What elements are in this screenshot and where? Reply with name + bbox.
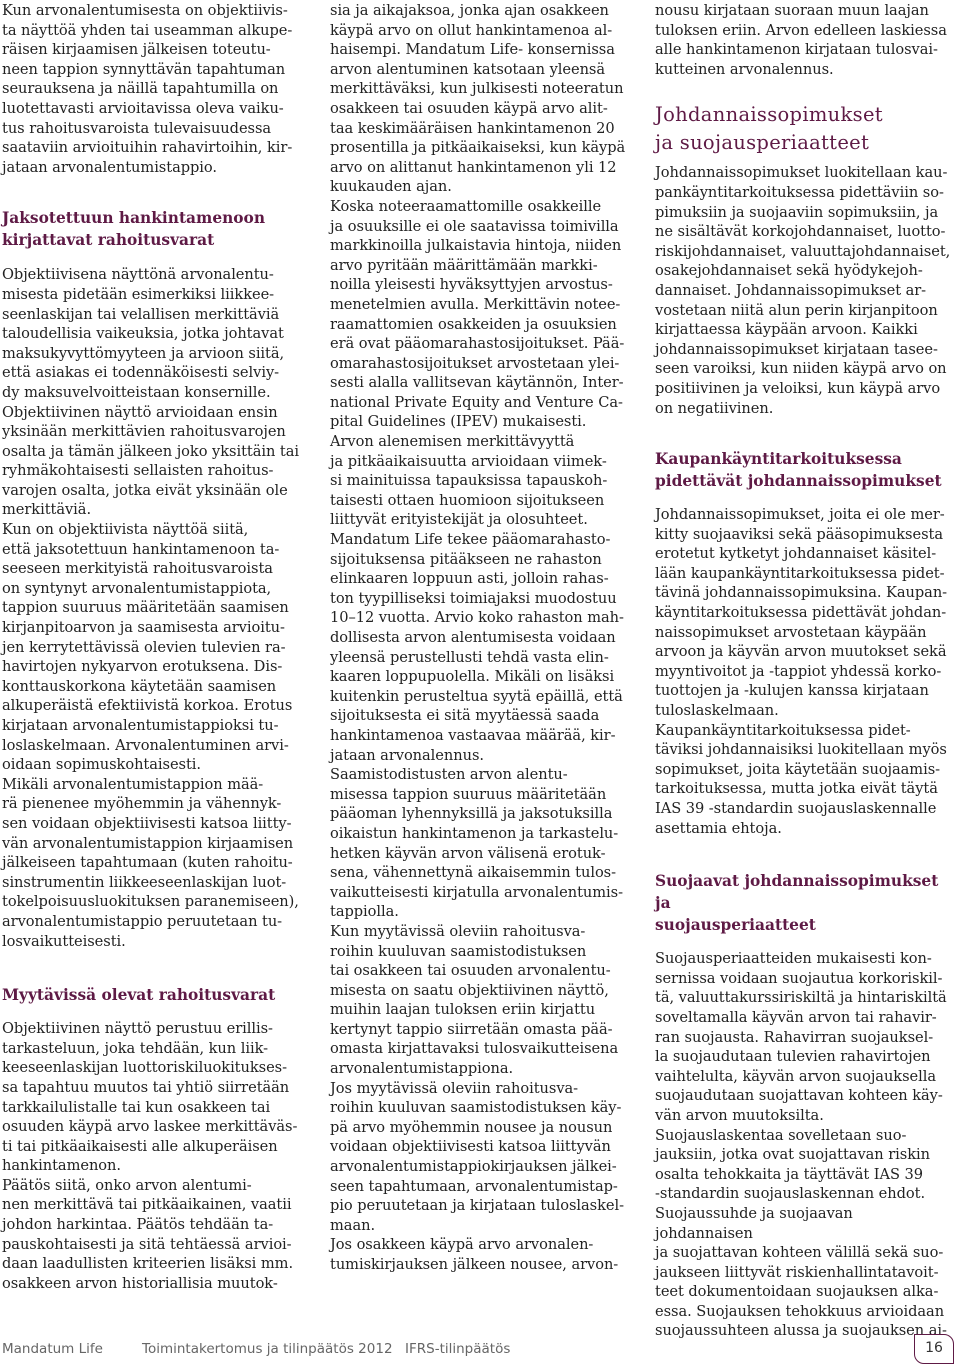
page-number: 16 (914, 1334, 954, 1364)
section-heading-large: Johdannaissopimukset ja suojausperiaatteet (655, 103, 883, 155)
section-heading: Kaupankäyntitarkoituksessa pidettävät johdannaissopimukset (655, 450, 942, 491)
paragraph: Kaupankäyntitarkoituksessa pidet- täviksi johdannaisiksi luokitellaan myös sopimukset, joita käytetään suojaamis- tarkoituksessa, mutta jotka eivät täytä IAS 39 -standardin suojauslaskennalle asettamia ehtoja. (655, 721, 947, 837)
paragraph: Suojauslaskentaa sovelletaan suo- jauksiin, jotka ovat suojattavan riskin osalta tehokkaita ja täyttävät IAS 39 -standardin suojauslaskennan ehdot. Suojaussuhde ja suojaavan johdannaisen ja suojattavan kohteen välillä sekä suo- jaukseen liittyvät riskienhallintatavoit- teet dokumentoidaan suojauksen alka- essa. Suojauksen tehokkuus arvioidaan suojaussuhteen alussa ja suojauksen ai- (655, 1126, 947, 1340)
column-right (655, 0, 955, 1341)
section-heading: Jaksotettuun hankintamenoon kirjattavat rahoitusvarat (2, 209, 266, 250)
paragraph: Kun myytävissä oleviin rahoitusva- roihin kuuluvan saamistodistuksen tai osakkeen tai osuuden arvonalentu- misesta on saatu objektiivinen näyttö, muihin laajan tuloksen eriin kirjattu kertynyt tappio siirretään omasta pää- omasta kirjattavaksi tulosvaikutteisena arvonalentumistappiona. (330, 922, 619, 1078)
paragraph: Jos myytävissä oleviin rahoitusva- roihin kuuluvan saamistodistuksen käy- pä arvo myöhemmin nousee ja nousun voidaan objektiivisesti katsoa liittyvän arvonalentumistappiokirjauksen jälkei- seen tapahtumaan, arvonalentumistap- pio peruutetaan ja kirjataan tuloslaskel- maan. (330, 1079, 624, 1234)
column-left (2, 0, 302, 1293)
footer-company: Mandatum Life (2, 1341, 103, 1357)
column-middle (330, 0, 630, 1275)
paragraph: Päätös siitä, onko arvon alentumi- nen merkittävä tai pitkäaikainen, vaatii johdon harkintaa. Päätös tehdään ta- pauskohtaisesti ja sitä tehtäessä arvioi- daan laadullisten kriteerien lisäksi mm. osakkeen arvon historiallisia muutok- (2, 1176, 294, 1292)
paragraph: Suojausperiaatteiden mukaisesti kon- sernissa voidaan suojautua korkoriskil- tä, valuuttakurssiriskiltä ja hintariskiltä soveltamalla käyvän arvon tai rahavir- ran suojausta. Rahavirran suojauksel- la suojaudutaan tulevien rahavirtojen vaihtelulta, käyvän arvon suojauksella suojaudutaan suojattavan kohteen käy- vän arvon muutoksilta. (655, 950, 947, 1124)
paragraph: Mikäli arvonalentumistappion mää- rä pienenee myöhemmin ja vähennyk- sen voidaan objektiivisesti katsoa liitty- vän arvonalentumistappion kirjaamisen jälkeiseen tapahtumaan (kuten rahoitu- sinstrumentin liikkeeseenlaskijan luot- tokelpoisuusluokituksen paranemiseen), arvonalentumistappio peruutetaan tu- losvaikutteisesti. (2, 775, 299, 950)
paragraph: Saamistodistusten arvon alentu- misessa tappion suuruus määritetään pääoman lyhennyksillä ja jaksotuksilla oikaistun hankintamenon ja tarkastelu- hetken käyvän arvon välisenä erotuk- sena, vähennettynä aikaisemmin tulos- vaikutteisesti kirjatulla arvonalentumis- tappiolla. (330, 766, 623, 921)
paragraph: Jos osakkeen käypä arvo arvonalen- tumiskirjauksen jälkeen nousee, arvon- (330, 1236, 619, 1273)
section-heading: Suojaavat johdannaissopimukset ja suojausperiaatteet (655, 872, 939, 935)
paragraph: Johdannaissopimukset luokitellaan kau- pankäyntitarkoituksessa pidettäviin so- pimuksiin ja suojaaviin sopimuksiin, ja ne sisältävät korkojohdannaiset, luotto- riskijohdannaiset, valuuttajohdannaiset, osakejohdannaiset sekä hyödykejoh- dannaiset. Johdannaissopimukset ar- vostetaan niitä alun perin kirjanpitoon kirjattaessa käypään arvoon. Kaikki johdannaissopimukset kirjataan tasee- seen varoiksi, kun niiden käypä arvo on positiivinen ja veloiksi, kun käypä arvo on negatiivinen. (655, 164, 951, 417)
footer-report-title: Toimintakertomus ja tilinpäätös 2012 (142, 1341, 393, 1357)
paragraph: Kun on objektiivista näyttöä siitä, että jaksotettuun hankintamenoon ta- seeseen merkityistä rahoitusvaroista on syntynyt arvonalentumistappiota, tappion suuruus määritetään saamisen kirjanpitoarvon ja saamisesta arvioitu- jen kerrytettävissä olevien tulevien ra- havirtojen nykyarvon erotuksena. Dis- konttauskorkona käytetään saamisen alkuperäistä efektiivistä korkoa. Erotus kirjataan arvonalentumistappioksi tu- loslaskelmaan. Arvonalentuminen arvi- oidaan sopimuskohtaisesti. (2, 521, 293, 774)
paragraph: Arvon alenemisen merkittävyyttä ja pitkäaikaisuutta arvioidaan viimek- si mainituissa tapauksissa tapauskoh- taisesti ottaen huomioon sijoitukseen liittyvät erityistekijät ja olosuhteet. Mandatum Life tekee pääomarahasto- sijoituksensa pitääkseen ne rahaston elinkaaren loppuun asti, jolloin rahas- ton tyypilliseksi toimiajaksi muodostuu 10–12 vuotta. Arvio koko rahaston mah- dollisesta arvon alentumisesta voidaan yleensä perustellusti tehdä vasta elin- kaaren loppupuolella. Mikäli on lisäksi kuitenkin perusteltua syytä epäillä, että sijoituksesta ei sitä myytäessä saada hankintamenoa vastaavaa määrää, kir- jataan arvonalennus. (330, 433, 624, 764)
footer-section: IFRS-tilinpäätös (405, 1341, 511, 1357)
paragraph: Objektiivinen näyttö perustuu erillis- tarkasteluun, joka tehdään, kun liik- keeseenlaskijan luottoriskiluokitukses- sa tapahtuu muutos tai yhtiö siirretään tarkkailulistalle tai kun osakkeen tai osuuden käypä arvo laskee merkittäväs- ti tai pitkäaikaisesti alle alkuperäisen hankintamenon. (2, 1020, 298, 1175)
paragraph: nousu kirjataan suoraan muun laajan tuloksen eriin. Arvon edelleen laskiessa alle hankintamenon kirjataan tulosvai- kutteinen arvonalennus. (655, 2, 947, 78)
paragraph: Johdannaissopimukset, joita ei ole mer- kitty suojaaviksi sekä pääsopimuksesta erotetut kytketyt johdannaiset käsitel- lään kaupankäyntitarkoituksessa pidet- tävinä johdannaissopimuksina. Kaupan- käyntitarkoituksessa pidettävät johdan- naissopimukset arvostetaan käypään arvoon ja käyvän arvon muutokset sekä myyntivoitot ja -tappiot yhdessä korko- tuottojen ja -kulujen kanssa kirjataan tuloslaskelmaan. (655, 506, 948, 720)
paragraph: Objektiivisena näyttönä arvonalentu- misesta pidetään esimerkiksi liikkee- seenlaskijan tai velallisen merkittäviä taloudellisia vaikeuksia, jotka johtavat maksukyvyttömyyteen ja arvioon siitä, että asiakas ei todennäköisesti selviy- dy maksuvelvoitteistaan konsernille. Objektiivinen näyttö arvioidaan ensin yksinään merkittävien rahoitusvarojen osalta ja tämän jälkeen joko yksittäin tai ryhmäkohtaisesti sellaisten rahoitus- varojen osalta, jotka eivät yksinään ole merkittäviä. (2, 266, 299, 519)
paragraph: sia ja aikajaksoa, jonka ajan osakkeen käypä arvo on ollut hankintamenoa al- haisempi. Mandatum Life- konsernissa arvon alentuminen katsotaan yleensä merkittäväksi, kun julkisesti noteeratun osakkeen tai osuuden käypä arvo alit- taa keskimääräisen hankintamenon 20 prosentilla ja pitkäaikaiseksi, kun käypä arvo on alittanut hankintamenon yli 12 kuukauden ajan. (330, 2, 626, 196)
paragraph: Koska noteeraamattomille osakkeille ja osuuksille ei ole saatavissa toimivilla markkinoilla julkaistavia hintoja, niiden arvo pyritään määrittämään markki- noilla yleisesti hyväksyttyjen arvostus- menetelmien avulla. Merkittävin notee- raamattomien osakkeiden ja osuuksien erä ovat pääomarahastosijoitukset. Pää- omarahastosijoitukset arvostetaan ylei- sesti alalla vallitsevan käytännön, Inter- national Private Equity and Venture Ca- pital Guidelines (IPEV) mukaisesti. (330, 197, 625, 431)
section-heading: Myytävissä olevat rahoitusvarat (2, 986, 276, 1005)
page-footer (0, 1339, 960, 1369)
paragraph: Kun arvonalentumisesta on objektiivis- ta näyttöä yhden tai useamman alkupe- räisen kirjaamisen jälkeisen toteutu- neen tappion synnyttävän tapahtuman seurauksena ja näillä tapahtumilla on luotettavasti arvioitavissa oleva vaiku- tus rahoitusvaroista tulevaisuudessa saataviin arvioituihin rahavirtoihin, kir- jataan arvonalentumistappio. (2, 2, 293, 176)
